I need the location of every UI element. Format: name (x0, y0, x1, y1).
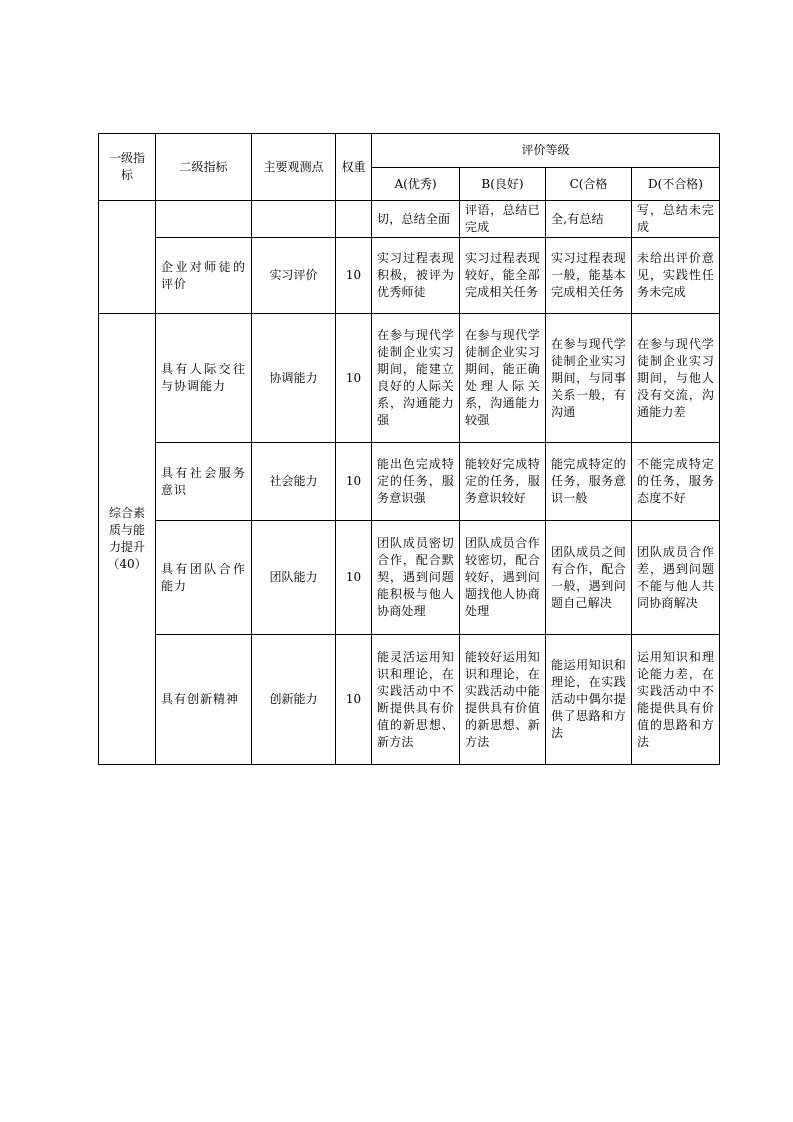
mentor-b: 实习过程表现较好，能全部完成相关任务 (460, 238, 546, 314)
team-b: 团队成员合作较密切，配合较好，遇到问题找他人协商处理 (460, 521, 546, 635)
observation-team: 团队能力 (252, 521, 336, 635)
evaluation-table (98, 133, 720, 765)
innovation-a: 能灵活运用知识和理论，在实践活动中不断提供具有价值的新思想、新方法 (372, 635, 460, 765)
observation-social: 社会能力 (252, 443, 336, 521)
weight-innovation: 10 (336, 635, 372, 765)
header-observation: 主要观测点 (252, 134, 336, 201)
innovation-b: 能较好运用知识和理论，在实践活动中能提供具有价值的新思想、新方法 (460, 635, 546, 765)
team-a: 团队成员密切合作，配合默契，遇到问题能积极与他人协商处理 (372, 521, 460, 635)
header-weight: 权重 (336, 134, 372, 201)
header-level1: 一级指标 (99, 134, 156, 201)
coordination-a: 在参与现代学徒制企业实习期间，能建立良好的人际关系，沟通能力强 (372, 314, 460, 443)
level2-cell-empty (156, 201, 252, 238)
social-d: 不能完成特定的任务，服务态度不好 (632, 443, 720, 521)
level2-coordination: 具有人际交往与协调能力 (156, 314, 252, 443)
mentor-c: 实习过程表现一般，能基本完成相关任务 (546, 238, 632, 314)
mentor-d: 未给出评价意见，实践性任务未完成 (632, 238, 720, 314)
social-b: 能较好完成特定的任务，服务意识较好 (460, 443, 546, 521)
grade-d: D(不合格) (632, 168, 720, 201)
team-c: 团队成员之间有合作，配合一般，遇到问题自己解决 (546, 521, 632, 635)
cont-c: 全,有总结 (546, 201, 632, 238)
coordination-c: 在参与现代学徒制企业实习期间，与同事关系一般，有沟通 (546, 314, 632, 443)
innovation-c: 能运用知识和理论，在实践活动中偶尔提供了思路和方法 (546, 635, 632, 765)
header-level2: 二级指标 (156, 134, 252, 201)
level1-composite: 综合素质与能力提升（40） (99, 314, 156, 765)
observation-coordination: 协调能力 (252, 314, 336, 443)
header-grades: 评价等级 (372, 134, 720, 168)
weight-team: 10 (336, 521, 372, 635)
grade-c: C(合格 (546, 168, 632, 201)
level2-mentor: 企业对师徒的评价 (156, 238, 252, 314)
row-social (99, 443, 720, 521)
observation-cell-empty (252, 201, 336, 238)
social-c: 能完成特定的任务，服务意识一般 (546, 443, 632, 521)
coordination-d: 在参与现代学徒制企业实习期间，与他人没有交流，沟通能力差 (632, 314, 720, 443)
weight-social: 10 (336, 443, 372, 521)
weight-cell-empty (336, 201, 372, 238)
team-d: 团队成员合作差，遇到问题不能与他人共同协商解决 (632, 521, 720, 635)
row-innovation (99, 635, 720, 765)
coordination-b: 在参与现代学徒制企业实习期间，能正确处理人际关系，沟通能力较强 (460, 314, 546, 443)
observation-mentor: 实习评价 (252, 238, 336, 314)
row-team (99, 521, 720, 635)
innovation-d: 运用知识和理论能力差，在实践活动中不能提供具有价值的思路和方法 (632, 635, 720, 765)
level2-team: 具有团队合作能力 (156, 521, 252, 635)
observation-innovation: 创新能力 (252, 635, 336, 765)
social-a: 能出色完成特定的任务，服务意识强 (372, 443, 460, 521)
level2-innovation: 具有创新精神 (156, 635, 252, 765)
row-mentor-evaluation (99, 238, 720, 314)
level1-cell-empty (99, 201, 156, 314)
cont-b: 评语，总结已完成 (460, 201, 546, 238)
cont-a: 切，总结全面 (372, 201, 460, 238)
grade-b: B(良好) (460, 168, 546, 201)
level2-social: 具有社会服务意识 (156, 443, 252, 521)
weight-coordination: 10 (336, 314, 372, 443)
mentor-a: 实习过程表现积极，被评为优秀师徒 (372, 238, 460, 314)
header-row-1 (99, 134, 720, 168)
weight-mentor: 10 (336, 238, 372, 314)
row-coordination (99, 314, 720, 443)
continuation-row (99, 201, 720, 238)
cont-d: 写，总结未完成 (632, 201, 720, 238)
grade-a: A(优秀) (372, 168, 460, 201)
